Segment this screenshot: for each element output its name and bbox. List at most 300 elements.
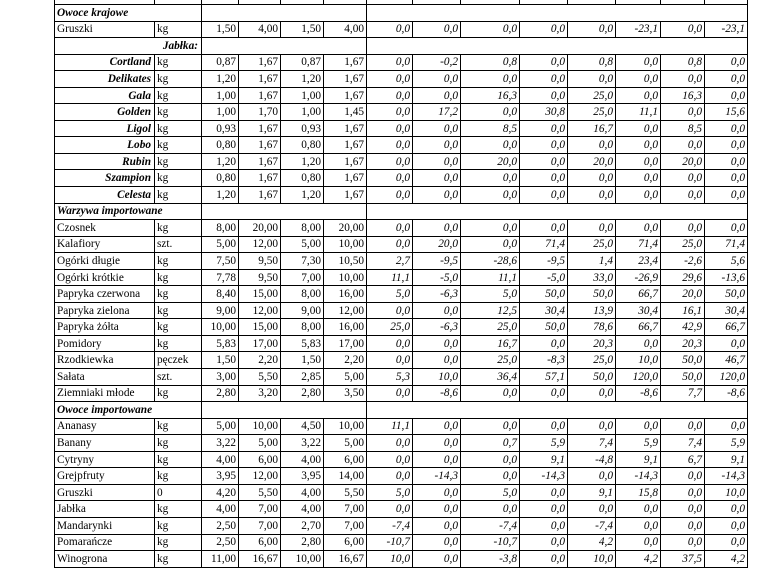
change-percent-cell: 0,0 (520, 517, 568, 534)
change-percent-cell: 50,0 (520, 319, 568, 336)
change-percent-cell: 20,3 (661, 335, 705, 352)
change-percent-cell: 0,0 (520, 71, 568, 88)
change-percent-cell: 0,0 (661, 71, 705, 88)
change-percent-cell: 25,0 (568, 236, 616, 253)
change-percent-cell: 0,0 (616, 187, 661, 204)
table-row (55, 137, 748, 154)
change-percent-cell: 5,0 (461, 286, 520, 303)
price-cell: 5,00 (202, 418, 239, 435)
price-cell: 7,00 (324, 501, 367, 518)
change-percent-cell: 0,0 (413, 187, 461, 204)
change-percent-cell: 0,0 (413, 220, 461, 237)
change-percent-cell: 0,0 (413, 87, 461, 104)
change-percent-cell: 0,0 (616, 54, 661, 71)
change-percent-cell: -23,1 (705, 21, 748, 38)
price-cell: 1,50 (281, 352, 324, 369)
change-percent-cell: 16,1 (661, 302, 705, 319)
price-cell: 0,80 (202, 137, 239, 154)
change-percent-cell: 0,0 (705, 87, 748, 104)
change-percent-cell: -26,9 (616, 269, 661, 286)
change-percent-cell: 0,0 (520, 153, 568, 170)
product-name: Ogórki krótkie (55, 269, 155, 286)
change-percent-cell: 0,0 (705, 335, 748, 352)
price-cell: 4,50 (281, 418, 324, 435)
change-percent-cell: 0,0 (367, 435, 413, 452)
change-percent-cell: 0,0 (461, 451, 520, 468)
change-percent-cell: 0,0 (661, 501, 705, 518)
change-percent-cell: 4,2 (705, 551, 748, 568)
change-percent-cell: 30,4 (520, 302, 568, 319)
change-percent-cell: 16,7 (461, 335, 520, 352)
price-cell: 6,00 (239, 451, 281, 468)
price-cell: 5,83 (281, 335, 324, 352)
section-header (55, 402, 748, 419)
change-percent-cell: 0,0 (461, 236, 520, 253)
product-name: Ziemniaki młode (55, 385, 155, 402)
price-cell: 2,50 (202, 517, 239, 534)
change-percent-cell: 0,0 (413, 352, 461, 369)
price-cell: 5,00 (202, 236, 239, 253)
change-percent-cell: 10,0 (568, 551, 616, 568)
price-cell: 8,00 (281, 220, 324, 237)
product-name: Cortland (55, 54, 155, 71)
change-percent-cell: 71,4 (705, 236, 748, 253)
change-percent-cell: 0,0 (661, 517, 705, 534)
change-percent-cell: 5,0 (367, 286, 413, 303)
price-cell: 9,50 (239, 269, 281, 286)
change-percent-cell: 0,0 (705, 517, 748, 534)
price-cell: 4,00 (202, 501, 239, 518)
change-percent-cell: 23,4 (616, 253, 661, 270)
change-percent-cell: 0,0 (367, 104, 413, 121)
price-cell: 10,00 (324, 269, 367, 286)
price-cell: 1,67 (239, 153, 281, 170)
change-percent-cell: 50,0 (661, 369, 705, 386)
change-percent-cell: 11,1 (616, 104, 661, 121)
price-cell: 4,00 (281, 451, 324, 468)
change-percent-cell: 10,0 (616, 352, 661, 369)
table-row (55, 517, 748, 534)
change-percent-cell: 0,0 (461, 385, 520, 402)
table-row (55, 501, 748, 518)
subgroup-header-label: Jabłka: (55, 38, 202, 55)
change-percent-cell: 0,0 (616, 220, 661, 237)
price-cell: 3,00 (202, 369, 239, 386)
change-percent-cell: 0,0 (520, 501, 568, 518)
change-percent-cell: -2,6 (661, 253, 705, 270)
change-percent-cell: 0,0 (413, 484, 461, 501)
change-percent-cell: 120,0 (705, 369, 748, 386)
change-percent-cell: 0,0 (705, 534, 748, 551)
change-percent-cell: 120,0 (616, 369, 661, 386)
price-cell: 1,67 (239, 187, 281, 204)
table-row (55, 369, 748, 386)
price-cell: 1,00 (281, 87, 324, 104)
price-cell: 6,00 (324, 534, 367, 551)
price-cell: 1,00 (202, 87, 239, 104)
change-percent-cell: 42,9 (661, 319, 705, 336)
unit-cell: kg (155, 286, 202, 303)
change-percent-cell: 0,0 (520, 187, 568, 204)
table-row (55, 468, 748, 485)
change-percent-cell: -14,3 (705, 468, 748, 485)
change-percent-cell: -10,7 (367, 534, 413, 551)
change-percent-cell: -0,2 (413, 54, 461, 71)
price-cell: 1,67 (324, 170, 367, 187)
price-cell: 5,50 (239, 369, 281, 386)
change-percent-cell: 0,0 (616, 170, 661, 187)
price-cell: 10,00 (202, 319, 239, 336)
change-percent-cell: 7,7 (661, 385, 705, 402)
change-percent-cell: 0,0 (568, 385, 616, 402)
change-percent-cell: 0,0 (520, 120, 568, 137)
unit-cell: kg (155, 71, 202, 88)
product-name: Szampion (55, 170, 155, 187)
section-header (55, 5, 748, 22)
unit-cell: kg (155, 137, 202, 154)
table-cell (367, 38, 748, 55)
table-row (55, 253, 748, 270)
price-cell: 1,67 (324, 120, 367, 137)
change-percent-cell: 7,4 (661, 435, 705, 452)
change-percent-cell: 0,0 (461, 137, 520, 154)
change-percent-cell: 7,4 (568, 435, 616, 452)
table-row (55, 21, 748, 38)
change-percent-cell: 0,0 (367, 153, 413, 170)
price-cell: 1,67 (239, 71, 281, 88)
change-percent-cell: 66,7 (616, 319, 661, 336)
section-header (55, 203, 748, 220)
price-cell: 1,50 (202, 352, 239, 369)
product-name: Winogrona (55, 551, 155, 568)
product-name: Ananasy (55, 418, 155, 435)
price-cell: 20,00 (239, 220, 281, 237)
unit-cell: kg (155, 534, 202, 551)
unit-cell: kg (155, 120, 202, 137)
change-percent-cell: 0,0 (367, 236, 413, 253)
price-cell: 6,00 (239, 534, 281, 551)
change-percent-cell: -13,6 (705, 269, 748, 286)
price-cell: 10,00 (281, 551, 324, 568)
change-percent-cell: 0,0 (568, 71, 616, 88)
price-cell: 7,78 (202, 269, 239, 286)
price-cell: 3,95 (281, 468, 324, 485)
change-percent-cell: 20,0 (568, 153, 616, 170)
product-name: Cytryny (55, 451, 155, 468)
price-cell: 14,00 (324, 468, 367, 485)
change-percent-cell: 11,1 (367, 418, 413, 435)
change-percent-cell: 20,0 (413, 236, 461, 253)
change-percent-cell: 8,5 (661, 120, 705, 137)
change-percent-cell: 0,0 (367, 170, 413, 187)
table-cell (367, 402, 748, 419)
table-row (55, 170, 748, 187)
product-name: Gruszki (55, 484, 155, 501)
change-percent-cell: -7,4 (461, 517, 520, 534)
change-percent-cell: 20,0 (661, 286, 705, 303)
price-cell: 16,00 (324, 319, 367, 336)
change-percent-cell: -6,3 (413, 286, 461, 303)
price-cell: 1,20 (202, 153, 239, 170)
unit-cell: kg (155, 187, 202, 204)
change-percent-cell: 9,1 (616, 451, 661, 468)
change-percent-cell: 0,0 (705, 71, 748, 88)
price-cell: 1,67 (239, 170, 281, 187)
change-percent-cell: 0,0 (705, 120, 748, 137)
price-cell: 0,80 (281, 170, 324, 187)
change-percent-cell: 0,0 (520, 385, 568, 402)
product-name: Ligol (55, 120, 155, 137)
price-cell: 1,67 (324, 71, 367, 88)
change-percent-cell: 16,3 (461, 87, 520, 104)
change-percent-cell: 50,0 (568, 286, 616, 303)
price-cell: 12,00 (239, 302, 281, 319)
price-cell: 2,50 (202, 534, 239, 551)
price-cell: 5,50 (239, 484, 281, 501)
change-percent-cell: 0,0 (520, 484, 568, 501)
change-percent-cell: 0,0 (413, 418, 461, 435)
price-cell: 0,93 (202, 120, 239, 137)
change-percent-cell: 0,0 (520, 551, 568, 568)
table-row (55, 435, 748, 452)
change-percent-cell: 0,0 (661, 187, 705, 204)
price-cell: 1,20 (202, 71, 239, 88)
change-percent-cell: 0,0 (520, 54, 568, 71)
change-percent-cell: 20,0 (461, 153, 520, 170)
change-percent-cell: 0,0 (461, 21, 520, 38)
change-percent-cell: 25,0 (568, 87, 616, 104)
table-row (55, 286, 748, 303)
price-cell: 1,50 (281, 21, 324, 38)
change-percent-cell: 0,0 (705, 418, 748, 435)
change-percent-cell: 4,2 (568, 534, 616, 551)
change-percent-cell: 0,0 (413, 501, 461, 518)
change-percent-cell: 25,0 (661, 236, 705, 253)
price-cell: 4,00 (281, 484, 324, 501)
product-name: Pomarańcze (55, 534, 155, 551)
price-cell: 9,00 (281, 302, 324, 319)
price-cell: 20,00 (324, 220, 367, 237)
price-cell: 16,67 (324, 551, 367, 568)
change-percent-cell: 5,0 (367, 484, 413, 501)
change-percent-cell: 37,5 (661, 551, 705, 568)
change-percent-cell: 78,6 (568, 319, 616, 336)
change-percent-cell: 0,0 (616, 153, 661, 170)
change-percent-cell: 46,7 (705, 352, 748, 369)
change-percent-cell: 5,9 (705, 435, 748, 452)
product-name: Pomidory (55, 335, 155, 352)
change-percent-cell: 6,7 (661, 451, 705, 468)
price-cell: 1,67 (239, 137, 281, 154)
product-name: Kalafiory (55, 236, 155, 253)
change-percent-cell: -8,6 (705, 385, 748, 402)
change-percent-cell: 0,0 (461, 468, 520, 485)
price-cell: 2,20 (239, 352, 281, 369)
change-percent-cell: 50,0 (520, 286, 568, 303)
change-percent-cell: 33,0 (568, 269, 616, 286)
product-name: Banany (55, 435, 155, 452)
unit-cell: kg (155, 385, 202, 402)
change-percent-cell: 0,0 (616, 137, 661, 154)
price-cell: 1,20 (202, 187, 239, 204)
price-cell: 1,20 (281, 187, 324, 204)
change-percent-cell: 0,0 (367, 71, 413, 88)
change-percent-cell: 0,0 (616, 418, 661, 435)
price-cell: 12,00 (324, 302, 367, 319)
change-percent-cell: 0,0 (705, 54, 748, 71)
change-percent-cell: 0,0 (520, 21, 568, 38)
table-row (55, 87, 748, 104)
price-cell: 7,00 (324, 517, 367, 534)
change-percent-cell: 0,8 (461, 54, 520, 71)
price-cell: 6,00 (324, 451, 367, 468)
product-name: Ogórki długie (55, 253, 155, 270)
change-percent-cell: 15,6 (705, 104, 748, 121)
change-percent-cell: 0,0 (520, 534, 568, 551)
price-cell: 9,00 (202, 302, 239, 319)
price-cell: 7,00 (239, 501, 281, 518)
change-percent-cell: 0,0 (413, 534, 461, 551)
change-percent-cell: 0,0 (461, 187, 520, 204)
price-cell: 2,80 (281, 534, 324, 551)
change-percent-cell: 0,0 (568, 418, 616, 435)
unit-cell: kg (155, 435, 202, 452)
change-percent-cell: 13,9 (568, 302, 616, 319)
price-cell: 3,95 (202, 468, 239, 485)
change-percent-cell: 0,0 (413, 302, 461, 319)
change-percent-cell: 2,7 (367, 253, 413, 270)
change-percent-cell: 0,0 (367, 302, 413, 319)
price-cell: 15,00 (239, 286, 281, 303)
price-cell: 2,20 (324, 352, 367, 369)
price-cell: 8,00 (281, 319, 324, 336)
change-percent-cell: -8,6 (616, 385, 661, 402)
change-percent-cell: 0,0 (413, 137, 461, 154)
price-cell: 7,00 (281, 269, 324, 286)
price-cell: 5,83 (202, 335, 239, 352)
unit-cell: kg (155, 551, 202, 568)
price-cell: 15,00 (239, 319, 281, 336)
change-percent-cell: -5,0 (413, 269, 461, 286)
table-cell (367, 5, 748, 22)
unit-cell: kg (155, 319, 202, 336)
product-name: Golden (55, 104, 155, 121)
change-percent-cell: 0,0 (568, 468, 616, 485)
change-percent-cell: 0,0 (461, 170, 520, 187)
price-cell: 1,00 (281, 104, 324, 121)
price-cell: 8,00 (281, 286, 324, 303)
product-name: Papryka czerwona (55, 286, 155, 303)
change-percent-cell: 0,0 (520, 418, 568, 435)
price-cell: 10,00 (239, 418, 281, 435)
price-cell: 0,80 (202, 170, 239, 187)
change-percent-cell: 0,0 (413, 170, 461, 187)
product-name: Rubin (55, 153, 155, 170)
change-percent-cell: 9,1 (568, 484, 616, 501)
change-percent-cell: 0,0 (568, 501, 616, 518)
change-percent-cell: 5,6 (705, 253, 748, 270)
price-cell: 1,67 (324, 187, 367, 204)
price-cell: 1,67 (324, 137, 367, 154)
price-cell: 1,50 (202, 21, 239, 38)
change-percent-cell: -9,5 (413, 253, 461, 270)
change-percent-cell: 71,4 (616, 236, 661, 253)
change-percent-cell: 0,0 (568, 170, 616, 187)
change-percent-cell: 0,0 (367, 385, 413, 402)
change-percent-cell: -5,0 (520, 269, 568, 286)
price-cell: 5,00 (324, 435, 367, 452)
price-table (54, 0, 748, 568)
change-percent-cell: 57,1 (520, 369, 568, 386)
price-cell: 8,40 (202, 286, 239, 303)
section-header-label: Warzywa importowane (55, 203, 202, 220)
unit-cell: kg (155, 501, 202, 518)
table-row (55, 153, 748, 170)
section-header-label: Owoce importowane (55, 402, 202, 419)
unit-cell: kg (155, 170, 202, 187)
subgroup-header (55, 38, 748, 55)
price-cell: 16,67 (239, 551, 281, 568)
price-cell: 1,00 (202, 104, 239, 121)
change-percent-cell: 0,0 (367, 501, 413, 518)
price-cell: 1,67 (239, 120, 281, 137)
change-percent-cell: 0,0 (461, 501, 520, 518)
change-percent-cell: 25,0 (568, 352, 616, 369)
change-percent-cell: -28,6 (461, 253, 520, 270)
change-percent-cell: 0,0 (413, 71, 461, 88)
change-percent-cell: 0,0 (568, 187, 616, 204)
unit-cell: pęczek (155, 352, 202, 369)
change-percent-cell: 0,0 (661, 137, 705, 154)
table-row (55, 187, 748, 204)
price-cell: 0,80 (281, 137, 324, 154)
change-percent-cell: 0,0 (367, 137, 413, 154)
price-cell: 1,67 (239, 54, 281, 71)
unit-cell: kg (155, 87, 202, 104)
change-percent-cell: -8,3 (520, 352, 568, 369)
change-percent-cell: 0,0 (367, 54, 413, 71)
table-row (55, 385, 748, 402)
change-percent-cell: 71,4 (520, 236, 568, 253)
change-percent-cell: 0,0 (661, 484, 705, 501)
change-percent-cell: 0,0 (461, 418, 520, 435)
unit-cell: kg (155, 220, 202, 237)
table-row (55, 319, 748, 336)
unit-cell: kg (155, 21, 202, 38)
change-percent-cell: 25,0 (461, 352, 520, 369)
change-percent-cell: 15,8 (616, 484, 661, 501)
table-row (55, 335, 748, 352)
change-percent-cell: 0,0 (616, 87, 661, 104)
change-percent-cell: 0,0 (705, 137, 748, 154)
change-percent-cell: 0,0 (616, 534, 661, 551)
change-percent-cell: -7,4 (367, 517, 413, 534)
change-percent-cell: 0,0 (661, 418, 705, 435)
price-cell: 1,67 (239, 87, 281, 104)
table-row (55, 551, 748, 568)
product-name: Gala (55, 87, 155, 104)
table-row (55, 236, 748, 253)
change-percent-cell: 0,0 (461, 220, 520, 237)
price-cell: 3,50 (324, 385, 367, 402)
change-percent-cell: 11,1 (461, 269, 520, 286)
change-percent-cell: 0,0 (413, 120, 461, 137)
change-percent-cell: 66,7 (705, 319, 748, 336)
change-percent-cell: 8,5 (461, 120, 520, 137)
change-percent-cell: 0,0 (661, 170, 705, 187)
change-percent-cell: 0,0 (520, 87, 568, 104)
table-cell (367, 203, 748, 220)
